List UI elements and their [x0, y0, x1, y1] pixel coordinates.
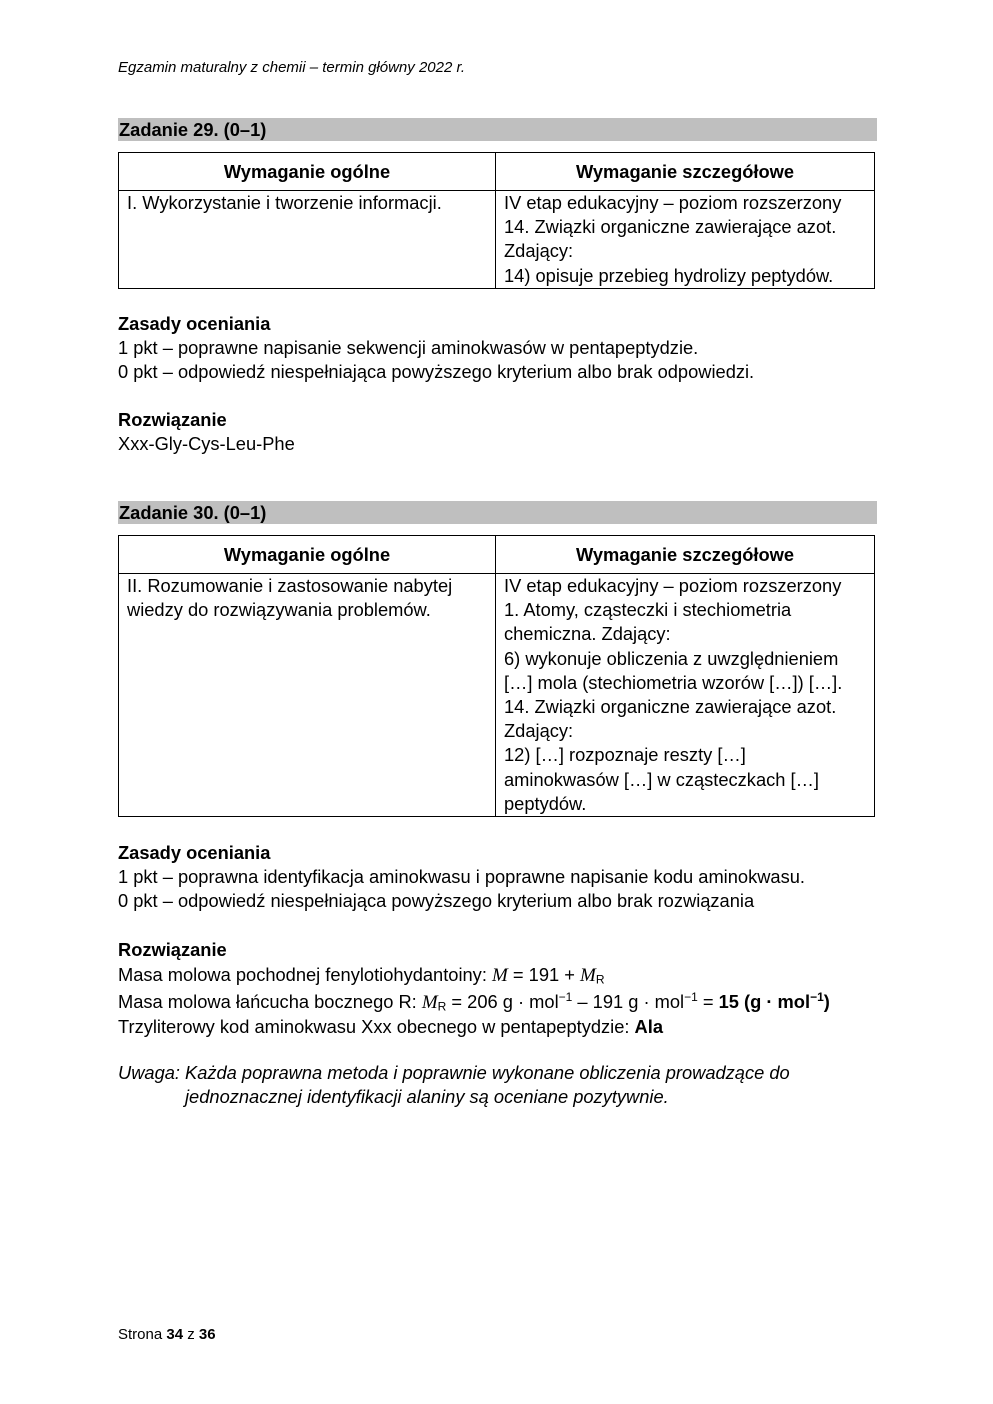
molar-mass-symbol: M	[421, 992, 438, 1013]
amino-acid-code-value: Ala	[634, 1016, 663, 1037]
molar-mass-symbol: M	[491, 965, 508, 986]
detailed-requirement-line: IV etap edukacyjny – poziom rozszerzony	[504, 575, 842, 596]
detailed-requirement-line: peptydów.	[504, 792, 587, 814]
detailed-requirement-line: 14) opisuje przebieg hydrolizy peptydów.	[504, 264, 834, 286]
equals-sign: =	[697, 991, 719, 1012]
solution-heading: Rozwiązanie	[118, 939, 227, 960]
scoring-rule: 0 pkt – odpowiedź niespełniająca powyższego kryterium albo brak rozwiązania	[118, 890, 755, 912]
page-separator: z	[187, 1326, 195, 1343]
detailed-requirement-line: 14. Związki organiczne zawierające azot.	[504, 216, 837, 238]
general-requirement-line: II. Rozumowanie i zastosowanie nabytej	[127, 575, 453, 596]
side-chain-subscript: R	[595, 972, 605, 987]
amino-acid-code-label: Trzyliterowy kod aminokwasu Xxx obecnego w pentapeptydzie:	[118, 1016, 635, 1037]
side-chain-molar-mass-label: Masa molowa łańcucha bocznego R:	[118, 991, 422, 1012]
page-label: Strona	[118, 1326, 163, 1343]
calculation-result: 15 (g · mol	[718, 991, 811, 1012]
general-requirement-line: wiedzy do rozwiązywania problemów.	[127, 599, 431, 621]
detailed-requirement-line: chemiczna. Zdający:	[504, 623, 671, 645]
detailed-requirement-cell	[496, 574, 874, 816]
scoring-rule: 1 pkt – poprawne napisanie sekwencji aminokwasów w pentapeptydzie.	[118, 337, 699, 359]
calculation-term: = 206 g · mol	[446, 991, 559, 1012]
detailed-requirement-line: 1. Atomy, cząsteczki i stechiometria	[504, 599, 792, 621]
detailed-requirement-line: Zdający:	[504, 240, 574, 262]
column-header-general: Wymaganie ogólne	[119, 536, 496, 574]
note-label: Uwaga:	[118, 1062, 180, 1083]
page-total: 36	[198, 1326, 216, 1343]
task-heading: Zadanie 29. (0–1)	[118, 118, 877, 141]
detailed-requirement-line: Zdający:	[504, 720, 574, 742]
derivative-molar-mass-expression: = 191 +	[507, 964, 580, 985]
scoring-heading: Zasady oceniania	[118, 313, 271, 334]
note-line: Każda poprawna metoda i poprawnie wykonane obliczenia prowadzące do	[185, 1062, 790, 1083]
scoring-section	[118, 841, 805, 914]
side-chain-subscript: R	[437, 999, 447, 1014]
running-header: Egzamin maturalny z chemii – termin główny 2022 r.	[118, 59, 466, 76]
solution-heading: Rozwiązanie	[118, 409, 227, 430]
molar-mass-symbol: M	[579, 965, 596, 986]
detailed-requirement-cell	[496, 191, 874, 288]
side-chain-molar-mass-line	[118, 990, 830, 1015]
note-body	[185, 1061, 790, 1109]
detailed-requirement-line: aminokwasów […] w cząsteczkach […]	[504, 768, 819, 790]
column-header-detailed: Wymaganie szczegółowe	[496, 153, 874, 191]
result-close-paren: )	[823, 991, 830, 1012]
scoring-rule: 0 pkt – odpowiedź niespełniająca powyższego kryterium albo brak odpowiedzi.	[118, 361, 755, 383]
scoring-heading: Zasady oceniania	[118, 842, 271, 863]
general-requirement-line: I. Wykorzystanie i tworzenie informacji.	[127, 192, 442, 213]
requirements-table	[118, 152, 875, 289]
general-requirement-cell	[119, 574, 496, 816]
solution-answer: Xxx-Gly-Cys-Leu-Phe	[118, 433, 295, 455]
column-header-general: Wymaganie ogólne	[119, 153, 496, 191]
note	[118, 1061, 790, 1109]
detailed-requirement-line: 6) wykonuje obliczenia z uwzględnieniem	[504, 647, 839, 669]
scoring-section	[118, 312, 754, 385]
page-footer	[118, 1325, 216, 1345]
detailed-requirement-line: IV etap edukacyjny – poziom rozszerzony	[504, 192, 842, 213]
derivative-molar-mass-label: Masa molowa pochodnej fenylotiohydantoiny:	[118, 964, 492, 985]
scoring-rule: 1 pkt – poprawna identyfikacja aminokwasu i poprawne napisanie kodu aminokwasu.	[118, 866, 805, 888]
requirements-table	[118, 535, 875, 817]
solution-section	[118, 408, 295, 456]
page-number: 34	[166, 1326, 184, 1343]
unit-exponent: −1	[558, 989, 573, 1004]
detailed-requirement-line: 14. Związki organiczne zawierające azot.	[504, 696, 837, 718]
detailed-requirement-line: […] mola (stechiometria wzorów […]) […].	[504, 671, 843, 693]
derivative-molar-mass-line	[118, 963, 604, 988]
column-header-detailed: Wymaganie szczegółowe	[496, 536, 874, 574]
general-requirement-cell	[119, 191, 496, 288]
calculation-term: – 191 g · mol	[572, 991, 685, 1012]
detailed-requirement-line: 12) […] rozpoznaje reszty […]	[504, 744, 746, 766]
unit-exponent: −1	[810, 989, 824, 1004]
note-line: jednoznacznej identyfikacji alaniny są oceniane pozytywnie.	[185, 1086, 669, 1108]
unit-exponent: −1	[684, 989, 698, 1004]
task-heading: Zadanie 30. (0–1)	[118, 501, 877, 524]
amino-acid-code-line	[118, 1015, 663, 1039]
